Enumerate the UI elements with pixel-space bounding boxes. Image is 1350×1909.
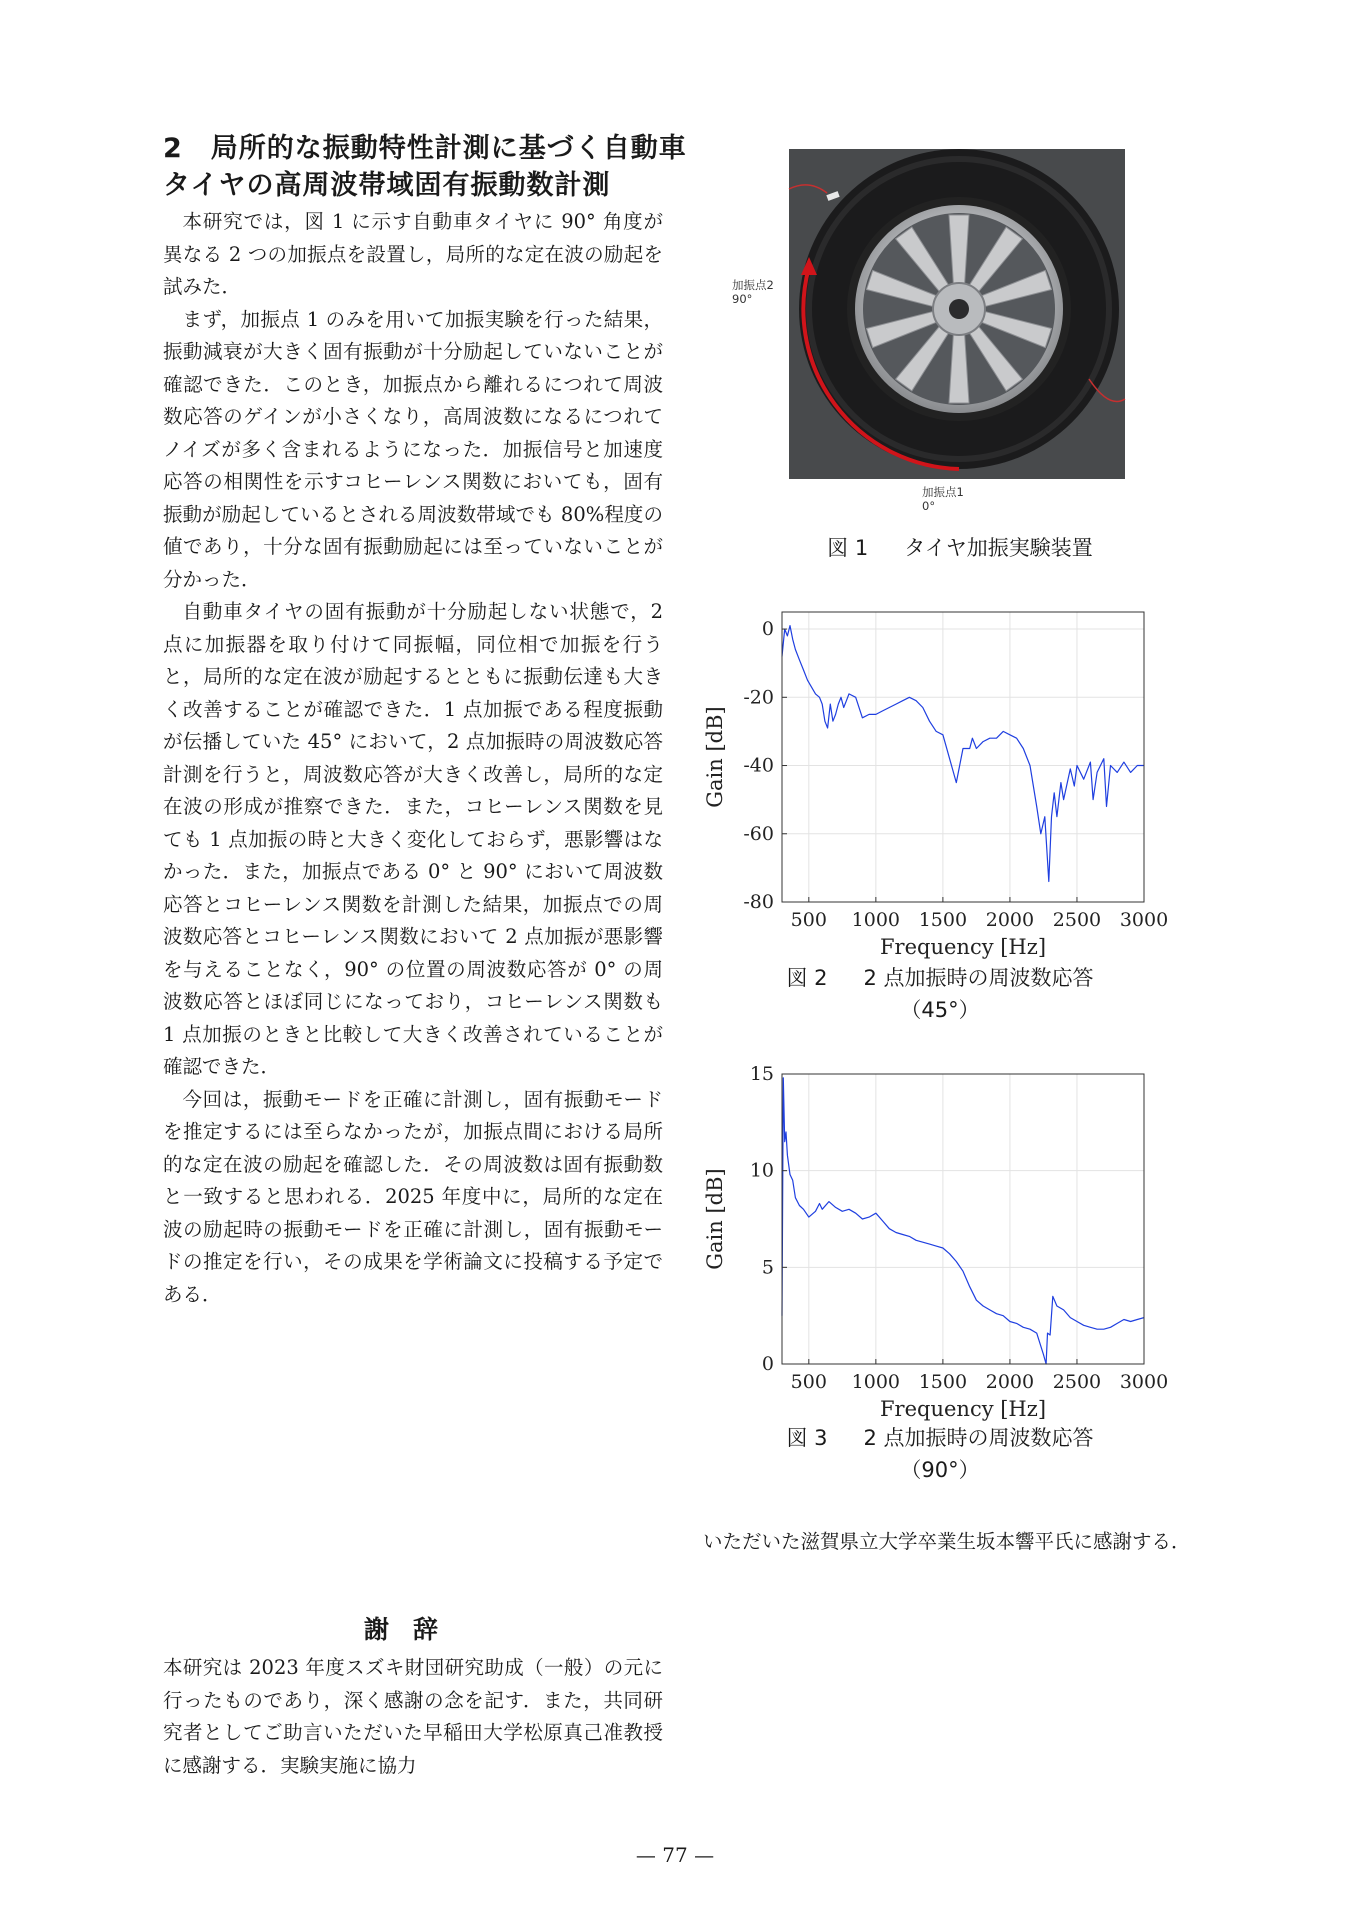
hub-cap-logo	[949, 299, 969, 319]
body-text-column	[163, 206, 663, 1311]
section-heading	[163, 130, 723, 204]
body-paragraph-4: 今回は，振動モードを正確に計測し，固有振動モードを推定するには至らなかったが，加振点間における局所的な定在波の励起を確認した．その周波数は固有振動数と一致すると思われる．2025 年度中に，局所的な定在波の励起時の振動モードを正確に計測し，固有振動モードの推定を行い，その成果を学術論文に投稿する予定である．	[163, 1087, 663, 1306]
y-tick-label: 0	[761, 1353, 774, 1375]
x-tick-label: 2500	[1052, 909, 1102, 931]
y-tick-label: 5	[761, 1256, 774, 1279]
y-axis-label: Gain [dB]	[703, 1168, 727, 1270]
x-tick-label: 2000	[985, 909, 1035, 931]
figure-2-subtitle: （45°）	[900, 998, 980, 1022]
tire-photo	[789, 149, 1125, 479]
x-tick-label: 1000	[851, 1371, 901, 1393]
excitation-point-1-label: 加振点1 0°	[922, 485, 964, 513]
acknowledgement-text: 本研究は 2023 年度スズキ財団研究助成（一般）の元に行ったものであり，深く感謝の念を記す．また，共同研究者としてご助言いただいた早稲田大学松原真己准教授に感謝する．実験実施に協力	[163, 1656, 663, 1777]
figure-3-caption	[720, 1422, 1160, 1486]
figure-1-number: 図 1	[827, 536, 869, 560]
frequency-response-chart-45deg	[700, 600, 1169, 960]
y-tick-label: 10	[749, 1159, 774, 1182]
x-tick-label: 2500	[1052, 1371, 1102, 1393]
page-number: — 77 —	[635, 1843, 715, 1867]
y-tick-label: 15	[749, 1063, 774, 1085]
figure-2-number: 図 2	[786, 966, 828, 990]
x-tick-label: 3000	[1119, 1371, 1169, 1393]
y-tick-label: -40	[743, 754, 774, 777]
y-axis-label: Gain [dB]	[703, 706, 727, 808]
figure-2-caption	[720, 962, 1160, 1026]
x-tick-label: 3000	[1119, 909, 1169, 931]
body-paragraph-2: まず，加振点 1 のみを用いて加振実験を行った結果，振動減衰が大きく固有振動が十分励起していないことが確認できた．このとき，加振点から離れるにつれて周波数応答のゲインが小さくなり，高周波数になるにつれてノイズが多く含まれるようになった．加振信号と加速度応答の相関性を示すコヒーレンス関数においても，固有振動が励起しているとされる周波数帯域でも 80%程度の値であり，十分な固有振動励起には至っていないことが分かった．	[163, 307, 663, 591]
x-axis-label: Frequency [Hz]	[879, 935, 1047, 959]
acknowledgement-title: 謝辞	[363, 1615, 462, 1644]
y-tick-label: 0	[761, 618, 774, 641]
figure-3-subtitle: （90°）	[900, 1458, 980, 1482]
excitation-point-2-label: 加振点2 90°	[732, 278, 774, 306]
plot-area	[782, 612, 1144, 902]
x-tick-label: 1500	[918, 1371, 968, 1393]
x-tick-label: 2000	[985, 1371, 1035, 1393]
body-paragraph-3: 自動車タイヤの固有振動が十分励起しない状態で，2 点に加振器を取り付けて同振幅，同位相で加振を行うと，局所的な定在波が励起するとともに振動伝達も大きく改善することが確認できた．1 点加振である程度振動が伝播していた 45° において，2 点加振時の周波数応答計測を行うと，周波数応答が大きく改善し，局所的な定在波の形成が推察できた．また，コヒーレンス関数を見ても 1 点加振の時と大きく変化しておらず，悪影響はなかった．また，加振点である 0° と 90° において周波数応答とコヒーレンス関数を計測した結果，加振点での周波数応答とコヒーレンス関数において 2 点加振が悪影響を与えることなく，90° の位置の周波数応答が 0° の周波数応答とほぼ同じになっており，コヒーレンス関数も 1 点加振のときと比較して大きく改善されていることが確認できた．	[163, 600, 663, 1078]
figure-3-number: 図 3	[786, 1426, 828, 1450]
y-tick-label: -80	[743, 891, 774, 913]
figure-1-caption	[760, 532, 1160, 564]
section-heading-line2: タイヤの高周波帯域固有振動数計測	[163, 170, 611, 201]
x-tick-label: 500	[790, 1371, 827, 1393]
y-tick-label: -60	[743, 822, 774, 845]
plot-area	[782, 1074, 1144, 1364]
x-tick-label: 500	[790, 909, 827, 931]
x-axis-label: Frequency [Hz]	[879, 1397, 1047, 1421]
frequency-response-chart-90deg	[700, 1062, 1169, 1422]
figure-2-title: 2 点加振時の周波数応答	[863, 966, 1094, 990]
figure-3-title: 2 点加振時の周波数応答	[863, 1426, 1094, 1450]
figure-1-title: タイヤ加振実験装置	[904, 536, 1093, 560]
y-tick-label: -20	[743, 686, 774, 709]
x-tick-label: 1000	[851, 909, 901, 931]
section-heading-line1: 2 局所的な振動特性計測に基づく自動車	[163, 133, 687, 164]
x-tick-label: 1500	[918, 909, 968, 931]
body-paragraph-1: 本研究では，図 1 に示す自動車タイヤに 90° 角度が異なる 2 つの加振点を設置し，局所的な定在波の励起を試みた．	[163, 210, 663, 298]
acknowledgement-text-continued: いただいた滋賀県立大学卒業生坂本響平氏に感謝する．	[703, 1530, 1191, 1553]
